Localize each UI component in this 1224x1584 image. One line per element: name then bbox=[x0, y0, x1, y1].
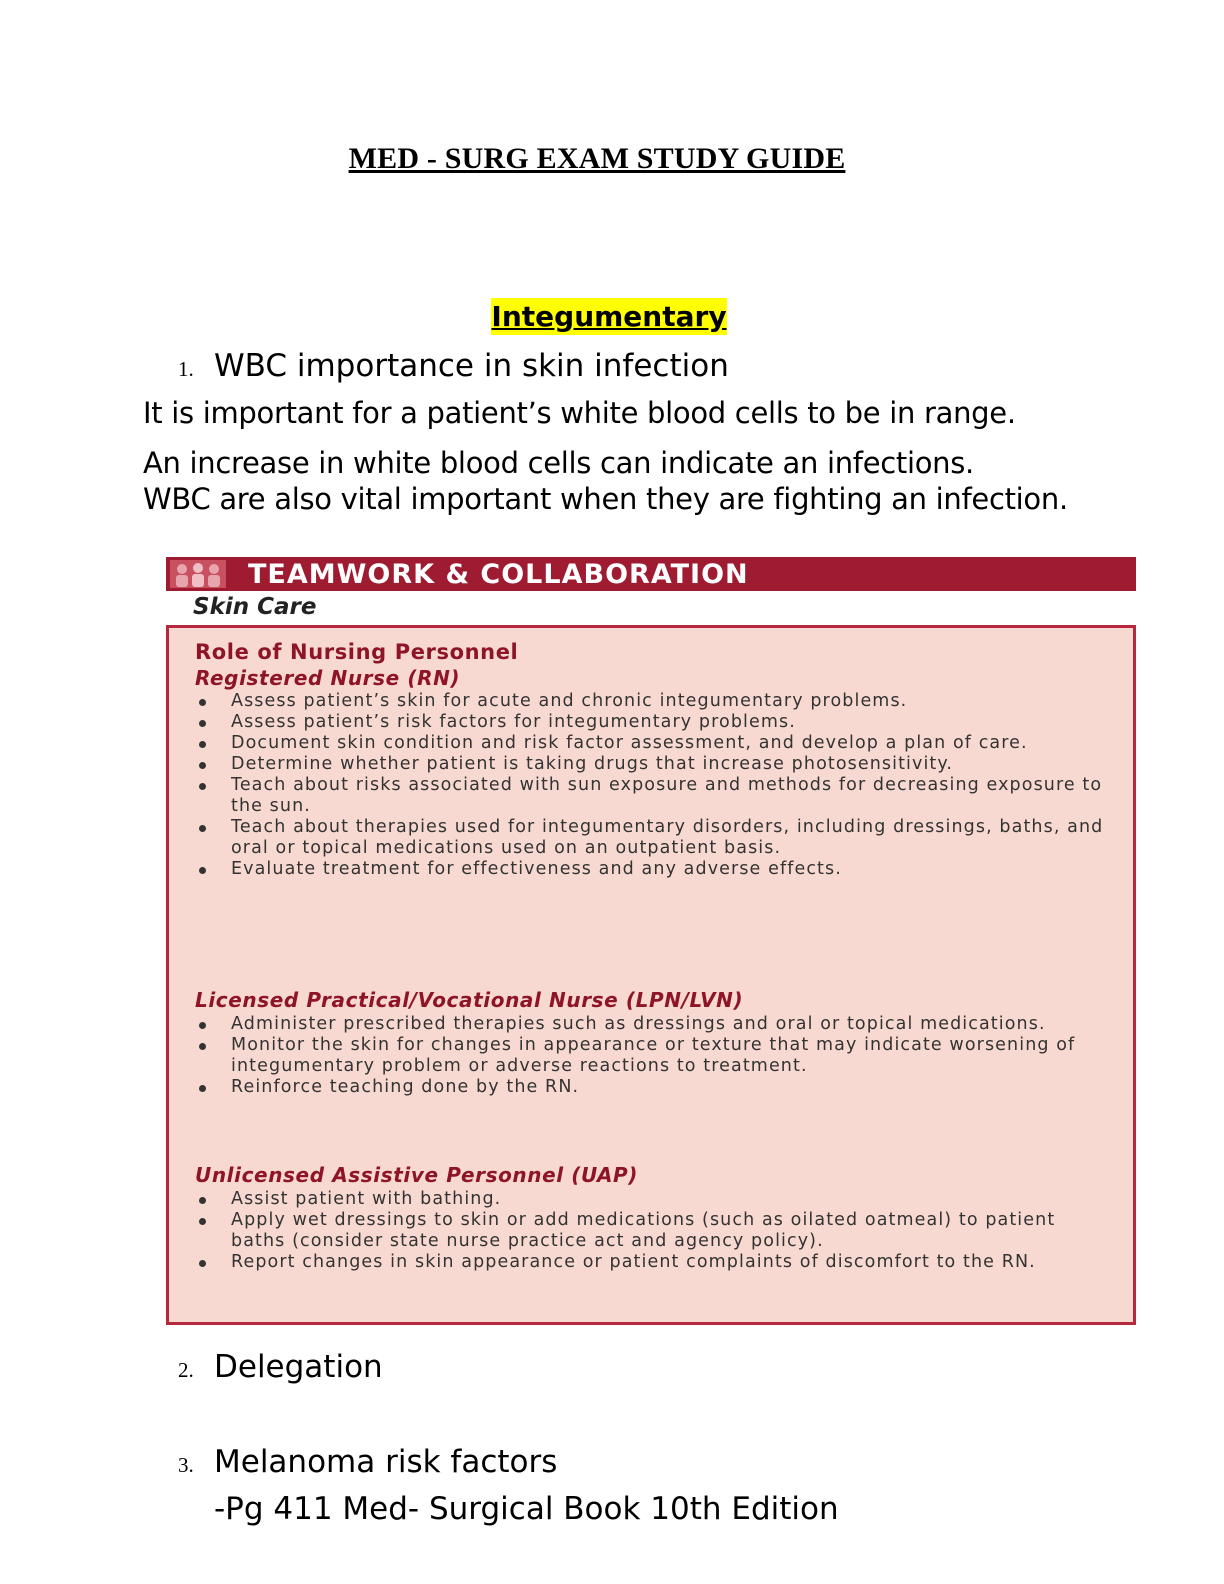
bullet-item bbox=[195, 1014, 1115, 1035]
bullet-icon bbox=[199, 1022, 206, 1029]
bullet-text: Teach about risks associated with sun exposure and methods for decreasing exposure to the sun. bbox=[231, 775, 1103, 816]
bullet-item bbox=[195, 859, 1115, 880]
list-item-1 bbox=[178, 348, 729, 384]
bullet-icon bbox=[199, 783, 206, 790]
bullet-icon bbox=[199, 1197, 206, 1204]
group-title-lpn: Licensed Practical/Vocational Nurse (LPN/LVN) bbox=[195, 988, 744, 1012]
bullet-icon bbox=[199, 741, 206, 748]
bullet-item bbox=[195, 712, 1115, 733]
bullet-icon bbox=[199, 720, 206, 727]
role-title: Role of Nursing Personnel bbox=[195, 640, 519, 664]
bullet-item bbox=[195, 1210, 1115, 1252]
bullet-text: Determine whether patient is taking drugs that increase photosensitivity. bbox=[231, 754, 954, 774]
bullet-text: Reinforce teaching done by the RN. bbox=[231, 1077, 580, 1097]
people-icon bbox=[170, 560, 226, 588]
bullet-icon bbox=[199, 1043, 206, 1050]
bullet-item bbox=[195, 733, 1115, 754]
item-text: Delegation bbox=[214, 1349, 383, 1385]
section-heading bbox=[0, 300, 1218, 333]
bullet-item bbox=[195, 1035, 1115, 1077]
bullet-text: Report changes in skin appearance or patient complaints of discomfort to the RN. bbox=[231, 1252, 1036, 1272]
bullet-item bbox=[195, 1252, 1115, 1273]
bullet-item bbox=[195, 1077, 1115, 1098]
item-number: 2. bbox=[178, 1358, 194, 1382]
bullet-text: Evaluate treatment for effectiveness and any adverse effects. bbox=[231, 859, 842, 879]
bullet-text: Assess patient’s risk factors for integumentary problems. bbox=[231, 712, 796, 732]
bullet-icon bbox=[199, 1260, 206, 1267]
section-heading-text: Integumentary bbox=[491, 300, 727, 333]
item-number: 1. bbox=[178, 357, 194, 381]
bullet-item bbox=[195, 754, 1115, 775]
item-text: Melanoma risk factors bbox=[214, 1444, 558, 1480]
bullet-text: Document skin condition and risk factor assessment, and develop a plan of care. bbox=[231, 733, 1028, 753]
item-text: WBC importance in skin infection bbox=[214, 348, 729, 384]
teamwork-subtitle: Skin Care bbox=[193, 594, 317, 620]
bullet-text: Administer prescribed therapies such as dressings and oral or topical medications. bbox=[231, 1014, 1046, 1034]
bullet-list-lpn bbox=[195, 1014, 1115, 1098]
bullet-text: Assist patient with bathing. bbox=[231, 1189, 502, 1209]
list-item-3 bbox=[178, 1444, 557, 1480]
bullet-text: Assess patient’s skin for acute and chronic integumentary problems. bbox=[231, 691, 908, 711]
bullet-item bbox=[195, 691, 1115, 712]
paragraph-2: An increase in white blood cells can indicate an infections. bbox=[143, 446, 974, 480]
group-title-uap: Unlicensed Assistive Personnel (UAP) bbox=[195, 1163, 639, 1187]
teamwork-header-text: TEAMWORK & COLLABORATION bbox=[248, 559, 749, 590]
bullet-icon bbox=[199, 1085, 206, 1092]
bullet-item bbox=[195, 817, 1115, 859]
reference-line: -Pg 411 Med- Surgical Book 10th Edition bbox=[214, 1491, 839, 1527]
bullet-text: Teach about therapies used for integumentary disorders, including dressings, baths, and oral or topical medications used on an outpatient basis. bbox=[231, 817, 1104, 858]
bullet-icon bbox=[199, 762, 206, 769]
bullet-icon bbox=[199, 1218, 206, 1225]
bullet-icon bbox=[199, 699, 206, 706]
teamwork-box bbox=[166, 625, 1136, 1325]
group-title-rn: Registered Nurse (RN) bbox=[195, 666, 461, 690]
bullet-list-rn bbox=[195, 691, 1115, 880]
bullet-item bbox=[195, 1189, 1115, 1210]
bullet-text: Apply wet dressings to skin or add medications (such as oilated oatmeal) to patient baths (consider state nurse practice act and agency policy). bbox=[231, 1210, 1056, 1251]
bullet-icon bbox=[199, 867, 206, 874]
paragraph-3: WBC are also vital important when they are fighting an infection. bbox=[143, 482, 1068, 516]
list-item-2 bbox=[178, 1349, 383, 1385]
document-title: MED - SURG EXAM STUDY GUIDE bbox=[348, 142, 846, 175]
bullet-icon bbox=[199, 825, 206, 832]
bullet-list-uap bbox=[195, 1189, 1115, 1273]
bullet-text: Monitor the skin for changes in appearance or texture that may indicate worsening of integumentary problem or adverse reactions to treatment. bbox=[231, 1035, 1076, 1076]
teamwork-header bbox=[166, 557, 1136, 591]
item-number: 3. bbox=[178, 1453, 194, 1477]
bullet-item bbox=[195, 775, 1115, 817]
paragraph-1: It is important for a patient’s white blood cells to be in range. bbox=[143, 396, 1016, 430]
